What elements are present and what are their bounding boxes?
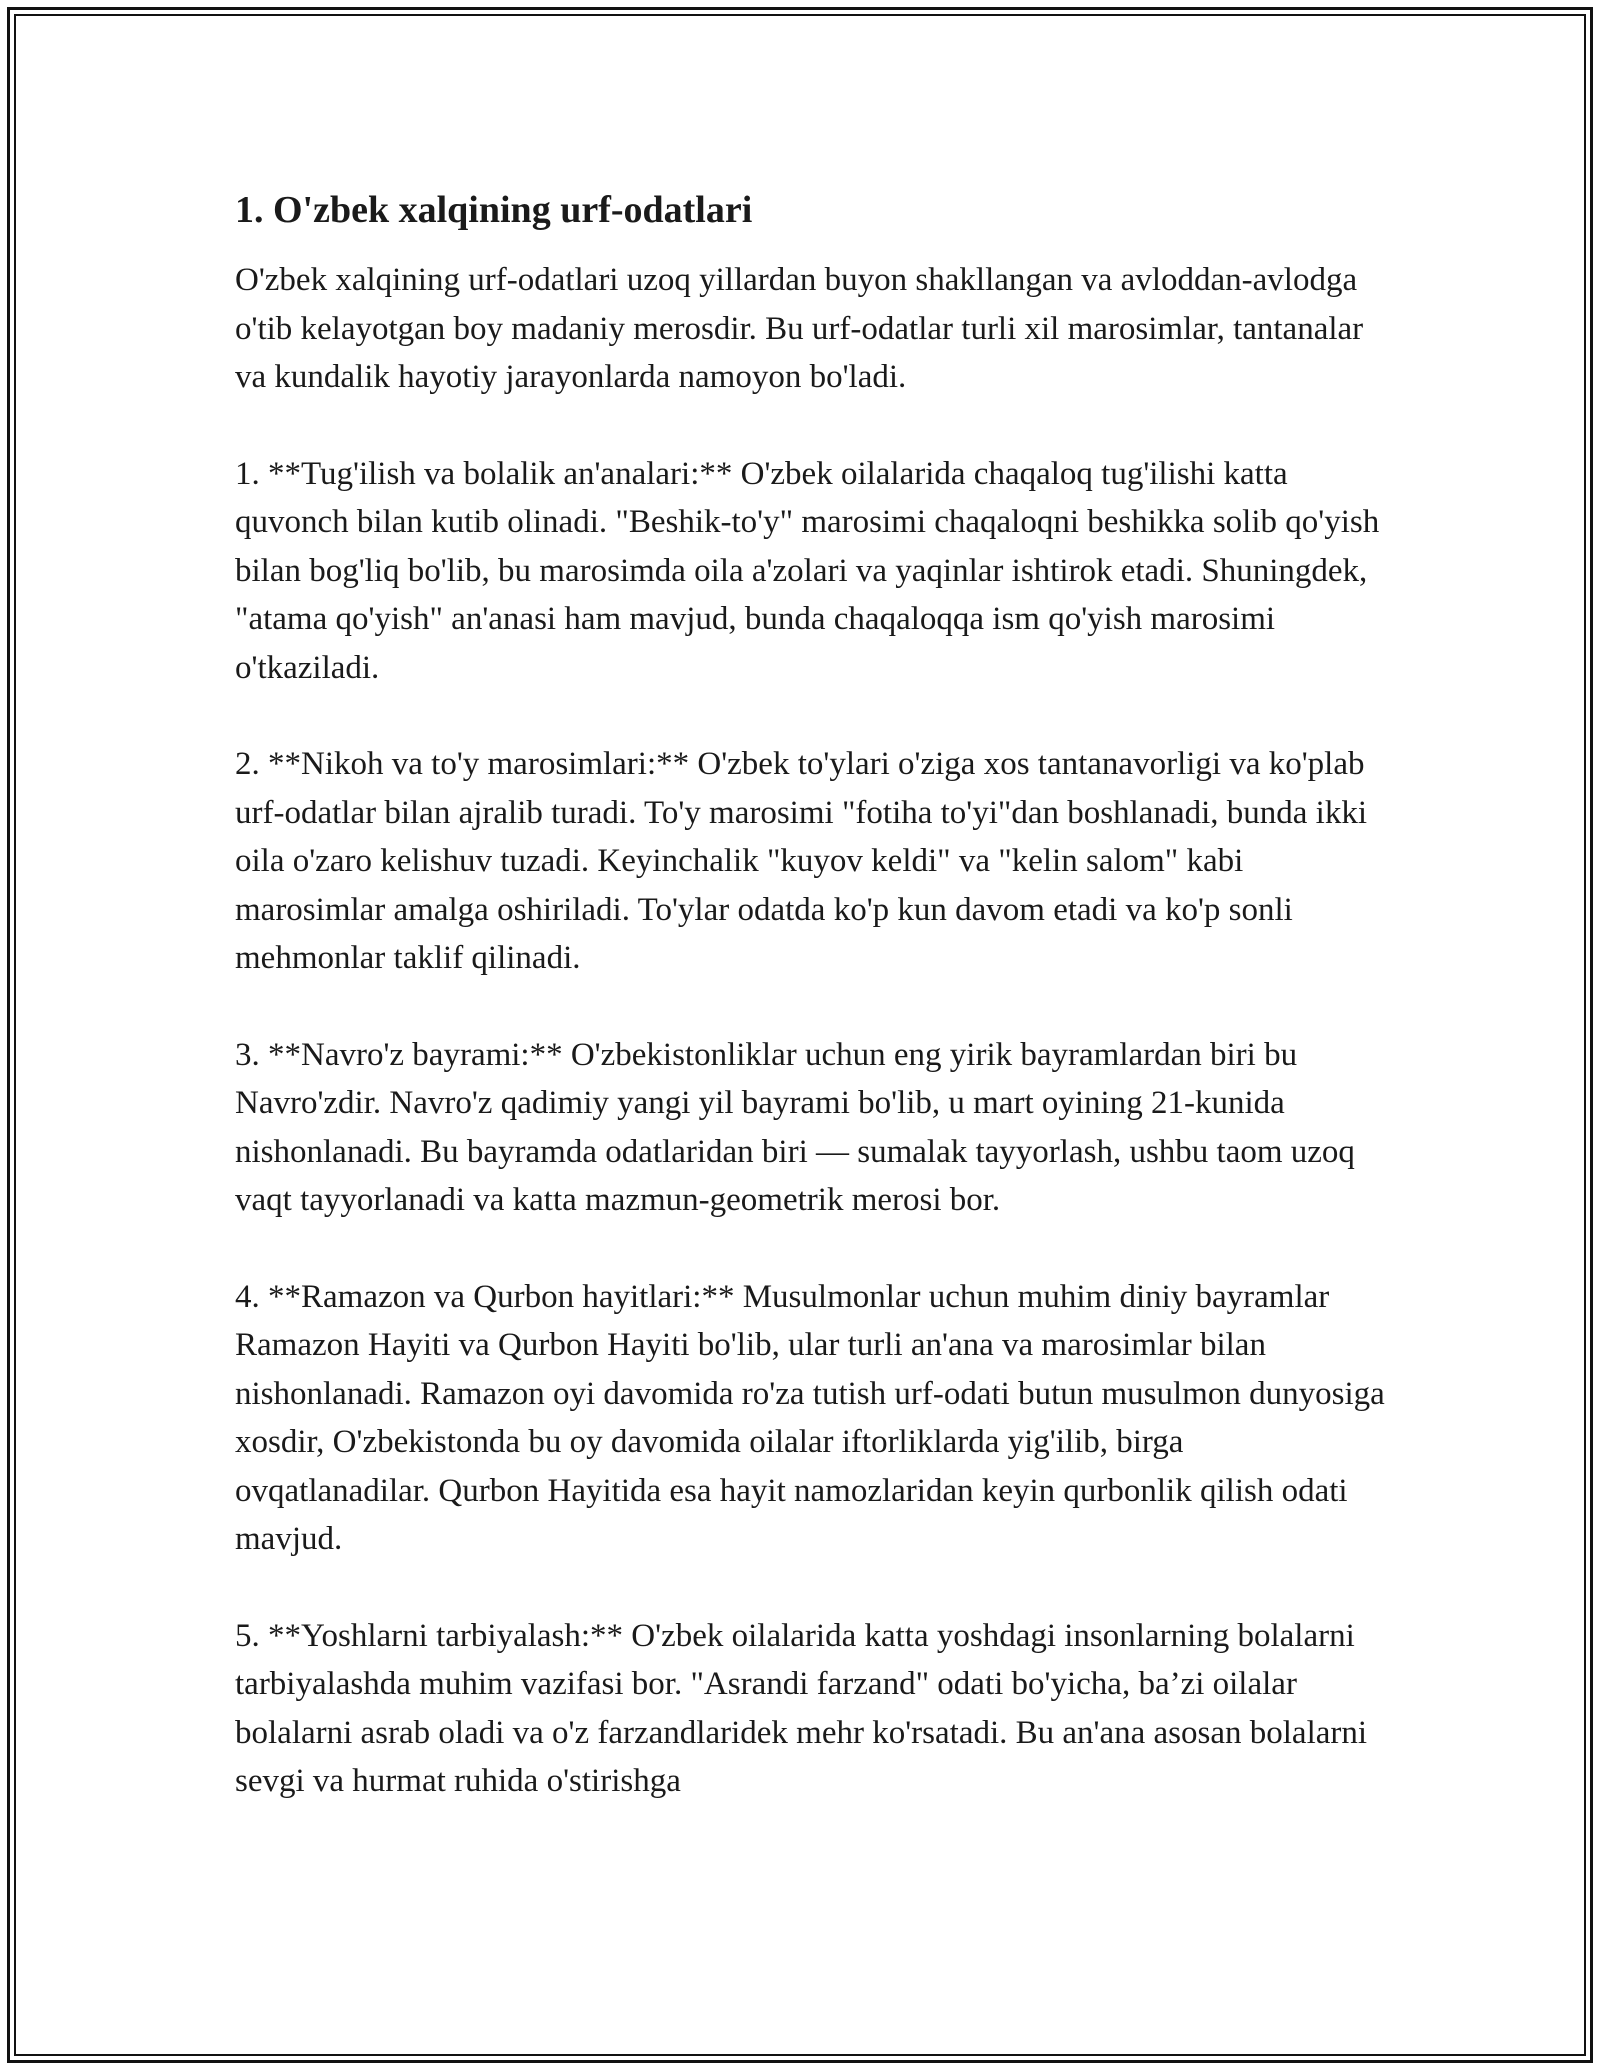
paragraph-ramadan-qurban: 4. **Ramazon va Qurbon hayitlari:** Musulmonlar uchun muhim diniy bayramlar Ramazon Hayiti va Qurbon Hayiti bo'lib, ular turli an'ana va marosimlar bilan nishonlanadi. Ramazon oyi davomida ro'za tutish urf-odati butun musulmon dunyosiga xosdir, O'zbekistonda bu oy davomida oilalar iftorliklarda yig'ilib, birga ovqatlanadilar. Qurbon Hayitida esa hayit namozlaridan keyin qurbonlik qilish odati mavjud.	[235, 1278, 1385, 1557]
document-body	[235, 186, 1385, 1854]
intro-paragraph: O'zbek xalqining urf-odatlari uzoq yillardan buyon shakllangan va avloddan-avlodga o'tib kelayotgan boy madaniy merosdir. Bu urf-odatlar turli xil marosimlar, tantanalar va kundalik hayotiy jarayonlarda namoyon bo'ladi.	[235, 262, 1364, 395]
paragraph-wedding-ceremonies: 2. **Nikoh va to'y marosimlari:** O'zbek to'ylari o'ziga xos tantanavorligi va ko'plab urf-odatlar bilan ajralib turadi. To'y marosimi "fotiha to'yi"dan boshlanadi, bunda ikki oila o'zaro kelishuv tuzadi. Keyinchalik "kuyov keldi" va "kelin salom" kabi marosimlar amalga oshiriladi. To'ylar odatda ko'p kun davom etadi va ko'p sonli mehmonlar taklif qilinadi.	[235, 746, 1367, 976]
paragraph-navruz: 3. **Navro'z bayrami:** O'zbekistonliklar uchun eng yirik bayramlardan biri bu Navro'zdir. Navro'z qadimiy yangi yil bayrami bo'lib, u mart oyining 21-kunida nishonlanadi. Bu bayramda odatlaridan biri — sumalak tayyorlash, ushbu taom uzoq vaqt tayyorlanadi va katta mazmun-geometrik merosi bor.	[235, 1036, 1355, 1218]
paragraph-raising-youth: 5. **Yoshlarni tarbiyalash:** O'zbek oilalarida katta yoshdagi insonlarning bolalarni tarbiyalashda muhim vazifasi bor. "Asrandi farzand" odati bo'yicha, ba’zi oilalar bolalarni asrab oladi va o'z farzandlaridek mehr ko'rsatadi. Bu an'ana asosan bolalarni sevgi va hurmat ruhida o'stirishga	[235, 1617, 1368, 1799]
page-title: 1. O'zbek xalqining urf-odatlari	[235, 189, 753, 231]
paragraph-birth-traditions: 1. **Tug'ilish va bolalik an'analari:** O'zbek oilalarida chaqaloq tug'ilishi katta quvonch bilan kutib olinadi. "Beshik-to'y" marosimi chaqaloqni beshikka solib qo'yish bilan bog'liq bo'lib, bu marosimda oila a'zolari va yaqinlar ishtirok etadi. Shuningdek, "atama qo'yish" an'anasi ham mavjud, bunda chaqaloqqa ism qo'yish marosimi o'tkaziladi.	[235, 455, 1380, 686]
